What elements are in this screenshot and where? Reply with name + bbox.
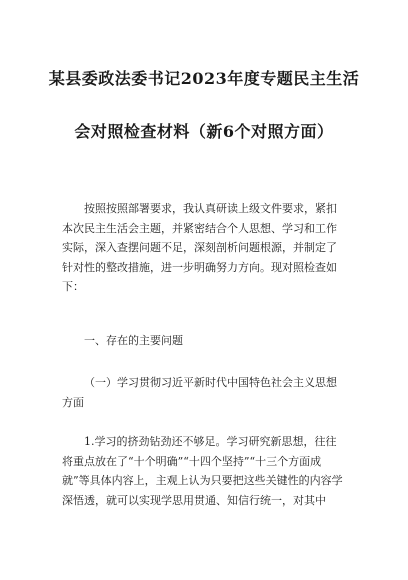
section-heading: 一、存在的主要问题	[84, 334, 183, 347]
document-title-line-1: 某县委政法委书记2023年度专题民主生活	[48, 69, 360, 88]
subsection-heading: （一）学习贯彻习近平新时代中国特色社会主义思想方面	[62, 376, 337, 409]
item-paragraph: 1.学习的挤劲钻劲还不够足。学习研究新思想，往往将重点放在了“十个明确”“十四个坚持”“十三个方面成就”等具体内容上，主观上认为只要把这些关键性的内容学深悟透，就可以实现学思用贯通、知信行统一，对其中	[62, 435, 343, 507]
intro-paragraph: 按照按照部署要求，我认真研读上级文件要求，紧扣本次民主生活会主题，并紧密结合个人思想、学习和工作实际，深入查摆问题不足，深刻剖析问题根源，并制定了针对性的整改措施，进一步明确努力方向。现对照检查如下：	[62, 202, 337, 293]
document-title-line-2: 会对照检查材料（新6个对照方面）	[74, 122, 334, 141]
